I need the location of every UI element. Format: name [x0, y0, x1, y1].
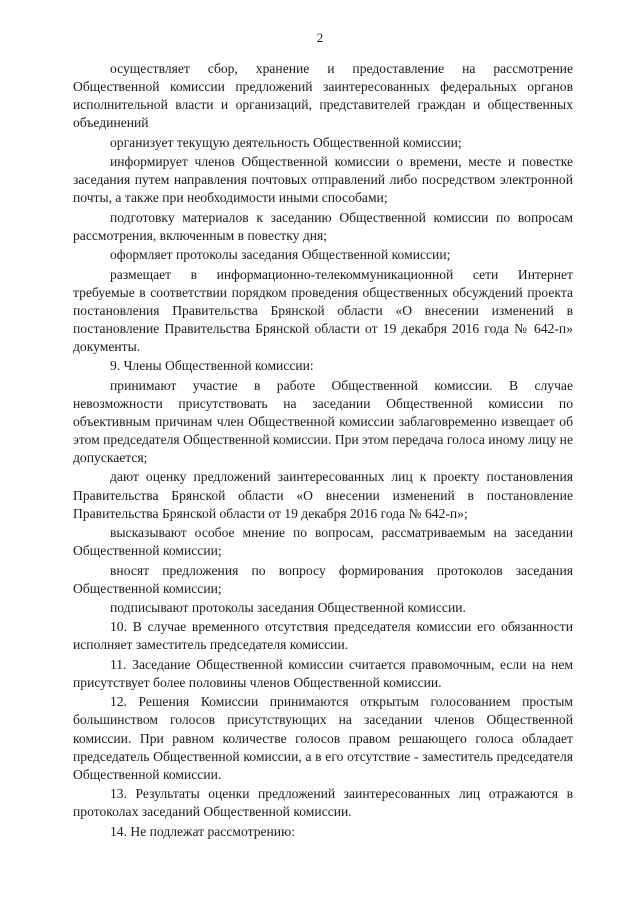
paragraph: 12. Решения Комиссии принимаются открытым голосованием простым большинством голосов присутствующих на заседании членов Общественной комиссии. При равном количестве голосов правом решающего голоса обладает председатель Общественной комиссии, а в его отсутствие - заместитель председателя Общественной комиссии. — [73, 694, 573, 782]
paragraph: подготовку материалов к заседанию Общественной комиссии по вопросам рассмотрения, включенным в повестку дня; — [73, 209, 573, 243]
paragraph: 10. В случае временного отсутствия председателя комиссии его обязанности исполняет заместитель председателя комиссии. — [73, 619, 573, 653]
paragraph: 13. Результаты оценки предложений заинтересованных лиц отражаются в протоколах заседаний Общественной комиссии. — [73, 786, 573, 820]
paragraph: принимают участие в работе Общественной комиссии. В случае невозможности присутствовать на заседании Общественной комиссии по объективным причинам член Общественной комиссии заблаговременно извещает об этом председателя Общественной комиссии. При этом передача голоса иному лицу не допускается; — [73, 377, 573, 466]
paragraph: оформляет протоколы заседания Общественной комиссии; — [110, 247, 451, 263]
paragraph: высказывают особое мнение по вопросам, рассматриваемым на заседании Общественной комиссии; — [73, 525, 573, 559]
page-number: 2 — [316, 30, 324, 45]
document-body — [73, 60, 573, 842]
section-heading: 9. Члены Общественной комиссии: — [110, 358, 314, 374]
paragraph: 11. Заседание Общественной комиссии считается правомочным, если на нем присутствует более половины членов Общественной комиссии. — [73, 656, 573, 690]
paragraph: 14. Не подлежат рассмотрению: — [110, 823, 296, 839]
paragraph: подписывают протоколы заседания Общественной комиссии. — [110, 599, 466, 615]
paragraph: дают оценку предложений заинтересованных лиц к проекту постановления Правительства Брянской области «О внесении изменений в постановление Правительства Брянской области от 19 декабря 2016 года № 642-п»; — [73, 469, 573, 521]
paragraph: организует текущую деятельность Общественной комиссии; — [110, 134, 462, 150]
paragraph: размещает в информационно-телекоммуникационной сети Интернет требуемые в соответствии порядком проведения общественных обсуждений проекта постановления Правительства Брянской области «О внесении изменений в постановление Правительства Брянской области от 19 декабря 2016 года № 642-п» документы. — [73, 266, 573, 354]
paragraph: информирует членов Общественной комиссии о времени, месте и повестке заседания путем направления почтовых отправлений либо посредством электронной почты, а также при необходимости иными способами; — [73, 154, 573, 206]
paragraph: осуществляет сбор, хранение и предоставление на рассмотрение Общественной комиссии предложений заинтересованных федеральных органов исполнительной власти и организаций, представителей граждан и общественных объединений — [73, 61, 573, 131]
paragraph: вносят предложения по вопросу формирования протоколов заседания Общественной комиссии; — [73, 562, 573, 596]
